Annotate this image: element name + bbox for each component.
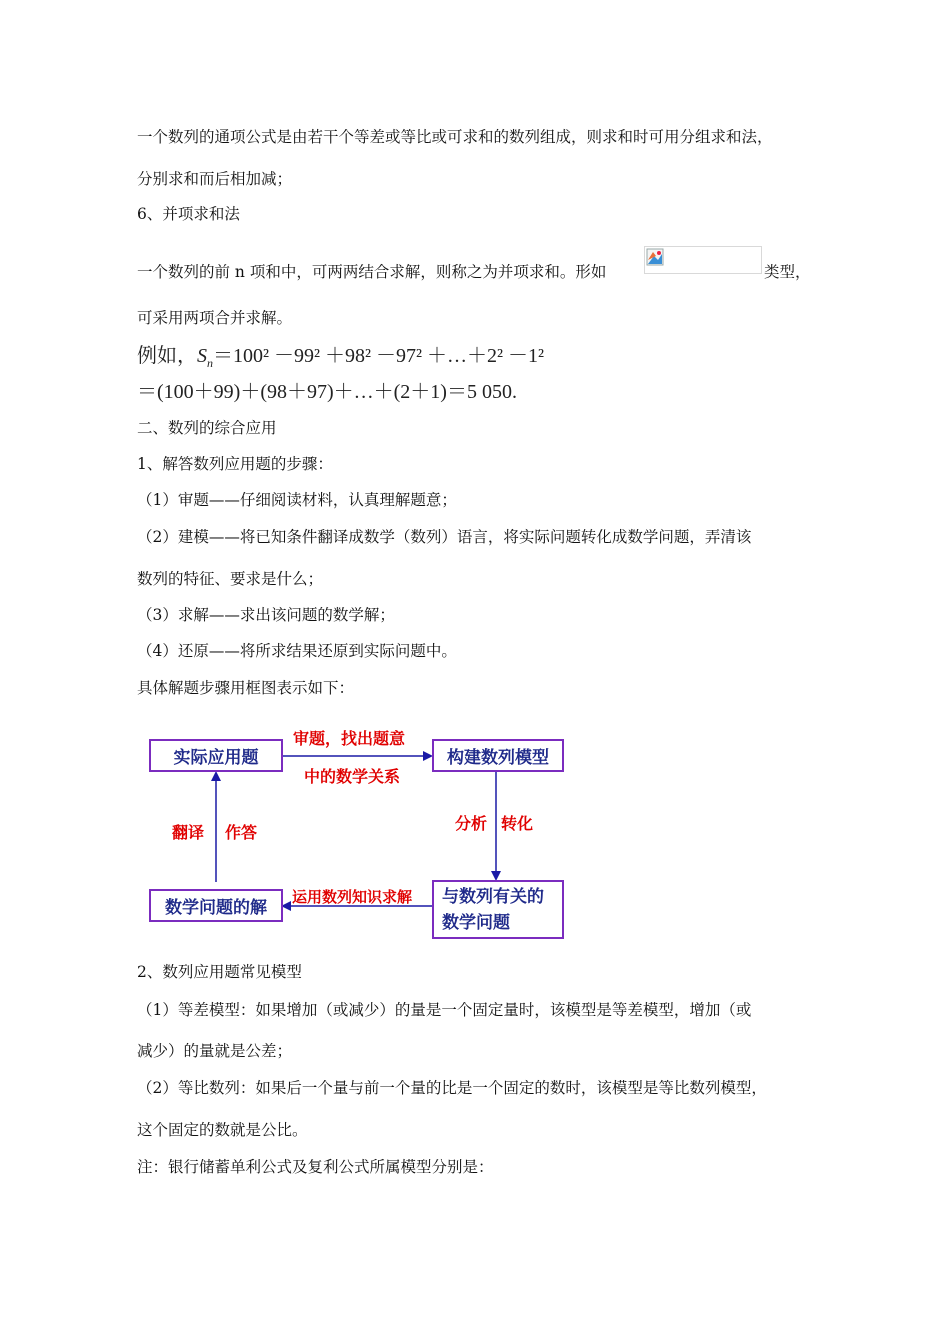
flow-label-top-1: 审题，找出题意 (293, 729, 406, 748)
paragraph-line: 可采用两项合并求解。 (137, 309, 293, 327)
section-heading: 二、数列的综合应用 (137, 419, 277, 437)
step-item: （1）审题——仔细阅读材料，认真理解题意； (137, 491, 457, 509)
model-item: （2）等比数列：如果后一个量与前一个量的比是一个固定的数时，该模型是等比数列模型， (137, 1079, 767, 1097)
step-item: （2）建模——将已知条件翻译成数学（数列）语言，将实际问题转化成数学问题，弄清该 (137, 528, 752, 546)
paragraph-line: 分别求和而后相加减； (137, 170, 293, 188)
section-heading: 6、并项求和法 (137, 205, 240, 223)
model-item: （1）等差模型：如果增加（或减少）的量是一个固定量时，该模型是等差模型，增加（或 (137, 1001, 752, 1019)
flow-box-build-model: 构建数列模型 (432, 739, 564, 772)
paragraph-text: 一个数列的前 n 项和中，可两两结合求解，则称之为并项求和。形如 (137, 263, 607, 281)
paragraph-line: 一个数列的通项公式是由若干个等差或等比或可求和的数列组成，则求和时可用分组求和法， (137, 128, 773, 146)
subheading: 1、解答数列应用题的步骤： (137, 455, 333, 473)
flow-label-top-2: 中的数学关系 (304, 767, 401, 786)
flow-label-left-2: 作答 (225, 823, 258, 842)
paragraph-text: 类型， (764, 263, 811, 281)
flow-label-right-1: 分析 (455, 814, 488, 833)
flow-label-bottom: 运用数列知识求解 (292, 888, 413, 906)
formula-line-2: ＝(100＋99)＋(98＋97)＋…＋(2＋1)＝5 050. (137, 381, 517, 403)
model-item: 减少）的量就是公差； (137, 1042, 293, 1060)
flow-label-right-2: 转化 (501, 814, 534, 833)
flow-label-left-1: 翻译 (172, 823, 205, 842)
step-item: （3）求解——求出该问题的数学解； (137, 606, 395, 624)
formula-line-1: 例如，$S_n=100^2 -99^2 +98^2 -97^2$ ＋…＋2² －1² (137, 345, 544, 370)
flow-box-math-problem: 与数列有关的 数学问题 (432, 880, 564, 939)
note-line: 注：银行储蓄单利公式及复利公式所属模型分别是： (137, 1158, 494, 1176)
step-item: （4）还原——将所求结果还原到实际问题中。 (137, 642, 457, 660)
flow-box-math-solution: 数学问题的解 (149, 889, 283, 922)
flow-box-real-problem: 实际应用题 (149, 739, 283, 772)
paragraph-line: 具体解题步骤用框图表示如下： (137, 679, 355, 697)
step-item: 数列的特征、要求是什么； (137, 570, 324, 588)
model-item: 这个固定的数就是公比。 (137, 1121, 308, 1139)
subheading: 2、数列应用题常见模型 (137, 963, 302, 981)
